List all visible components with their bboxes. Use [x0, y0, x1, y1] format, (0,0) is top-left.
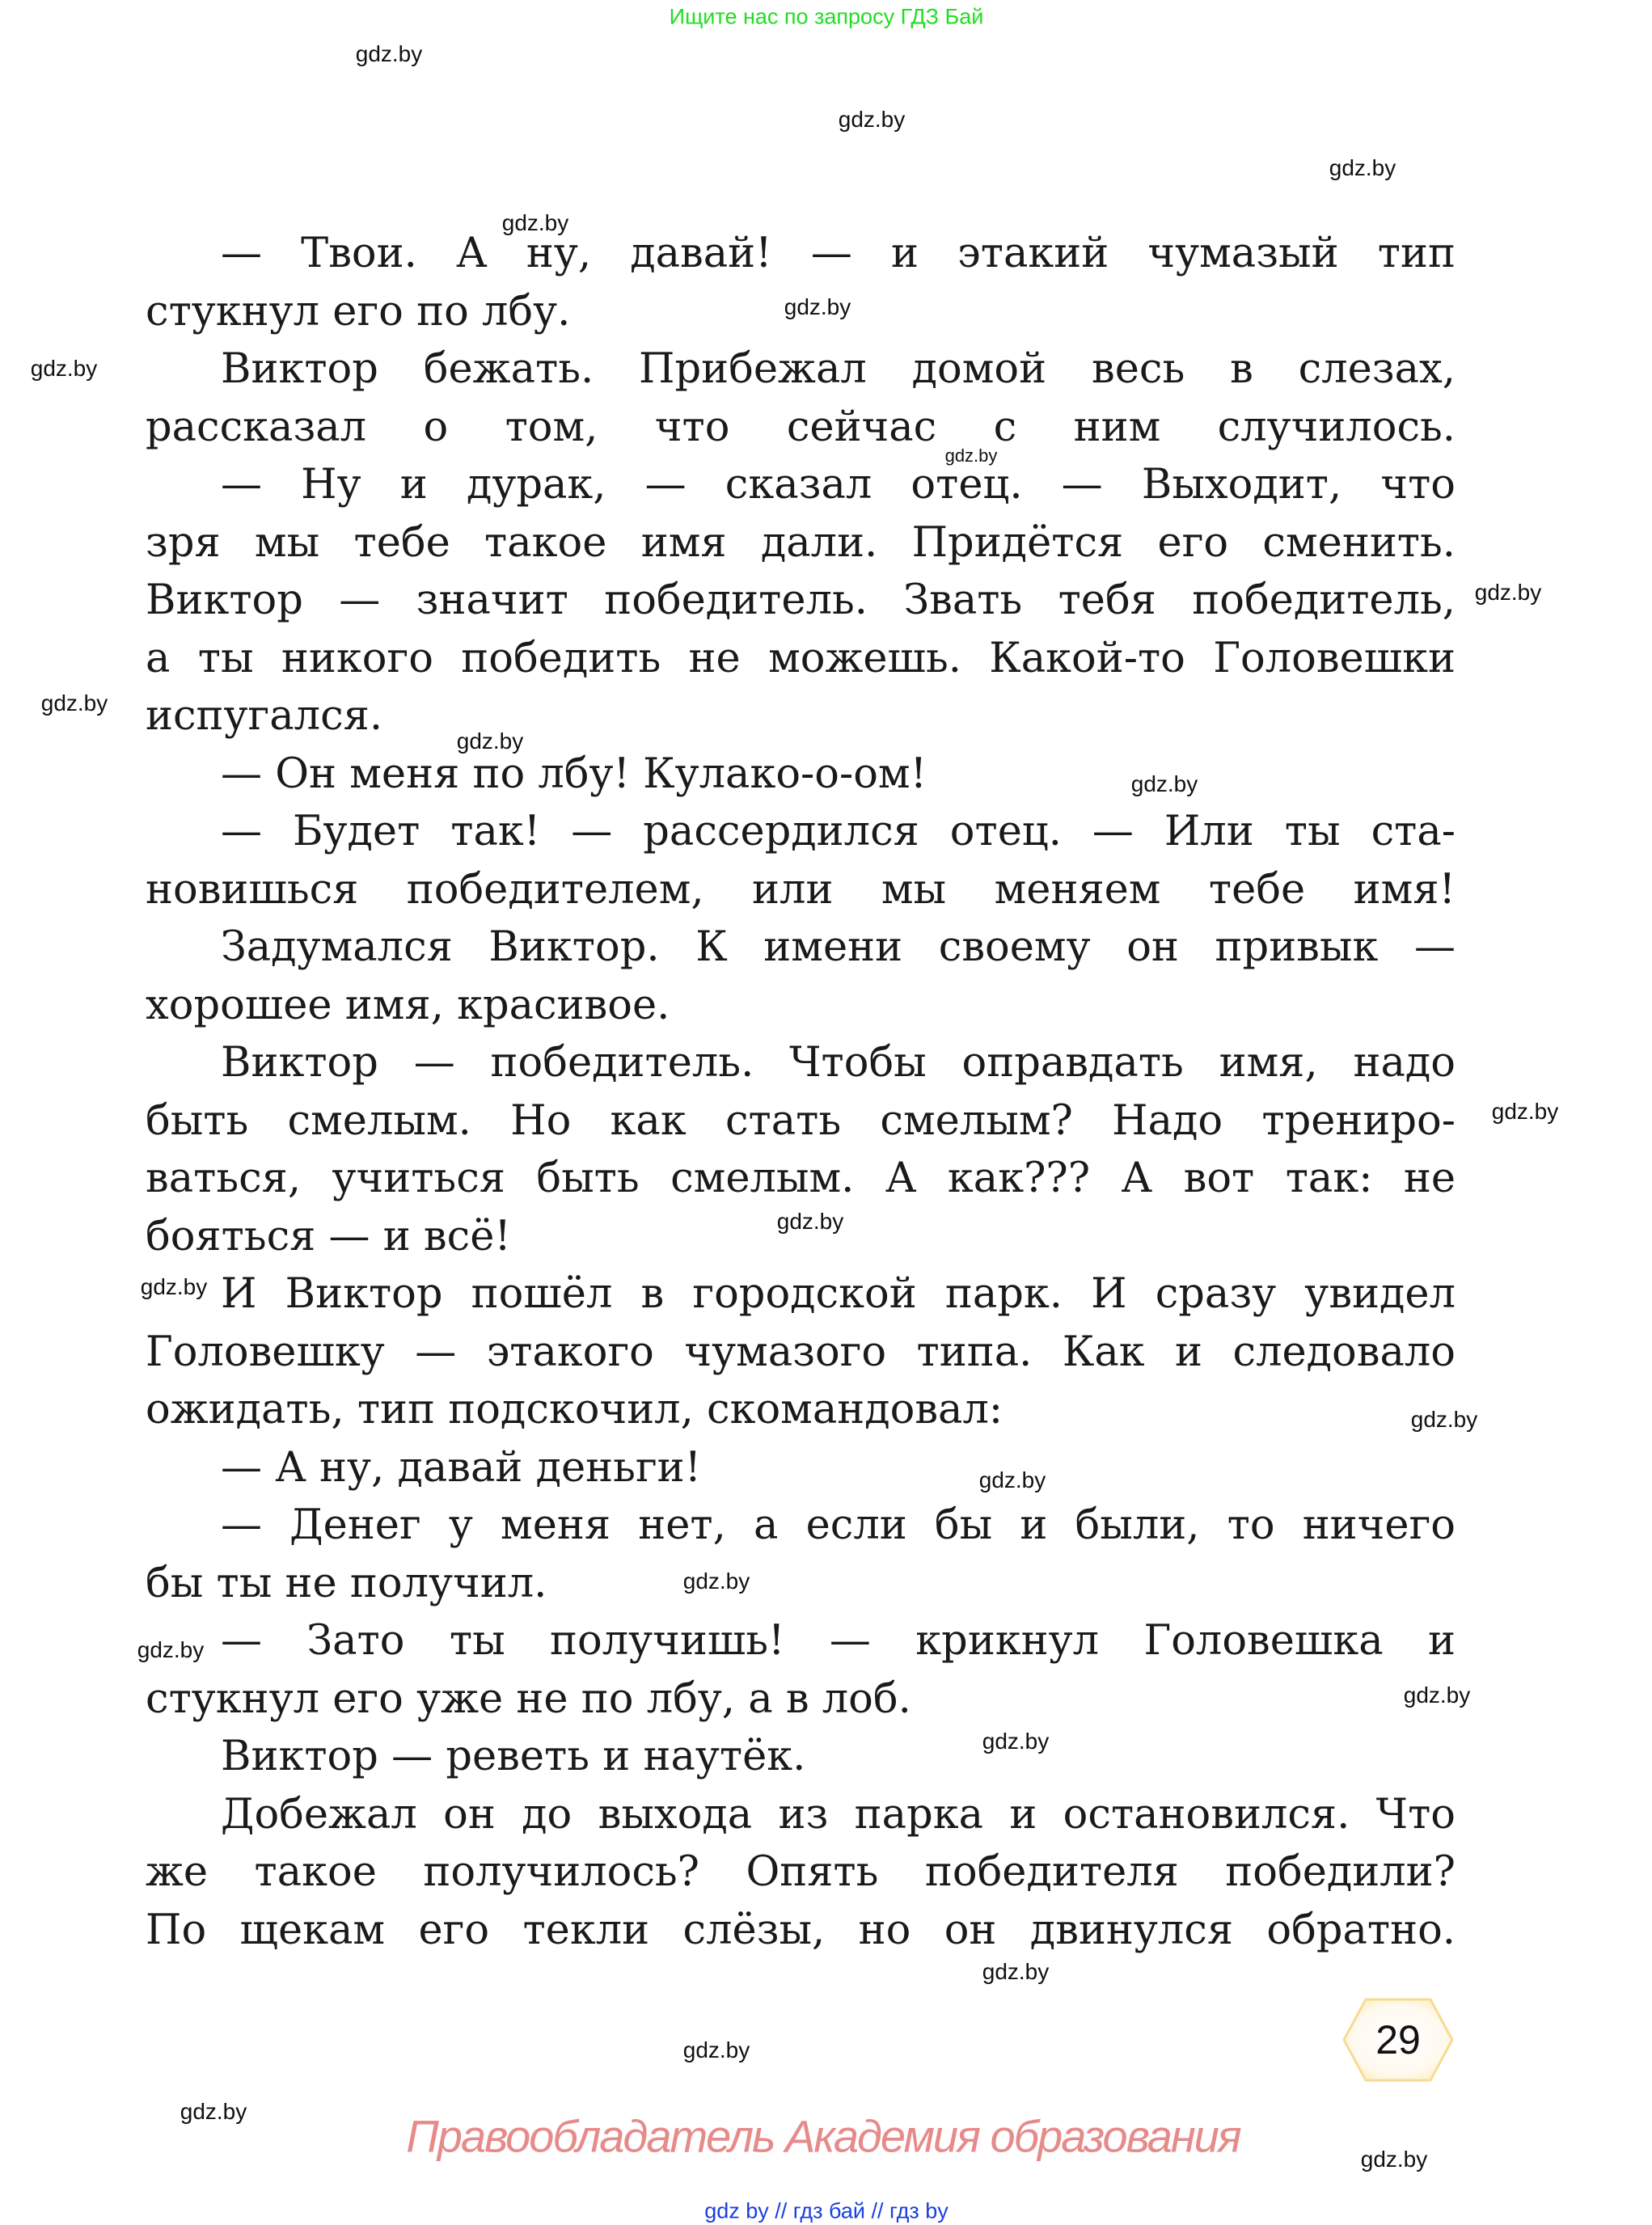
text-line: Задумался Виктор. К имени своему он привык — [221, 923, 1456, 971]
text-line: быть смелым. Но как стать смелым? Надо трениро- [146, 1096, 1456, 1145]
text-line: ваться, учиться быть смелым. А как??? А вот так: не [146, 1155, 1456, 1202]
text-line: испугался. [146, 692, 383, 740]
watermark: gdz.by [838, 107, 906, 132]
text-line: стукнул его по лбу. [146, 287, 571, 336]
text-line: По щекам его текли слёзы, но он двинулся обратно. [146, 1906, 1456, 1954]
text-line: новишься победителем, или мы меняем тебе имя! [146, 865, 1456, 914]
text-line: — Твои. А ну, давай! — и этакий чумазый тип [221, 230, 1456, 277]
watermark: gdz.by [1360, 2147, 1428, 2172]
page-number: 29 [1375, 2017, 1421, 2062]
text-line: бояться — и всё! [146, 1212, 511, 1260]
watermark: gdz.by [137, 1637, 205, 1662]
text-line: ожидать, тип подскочил, скомандовал: [146, 1386, 1003, 1433]
story-text [146, 225, 1456, 1959]
watermark: gdz.by [682, 1568, 750, 1594]
text-line: — Ну и дурак, — сказал отец. — Выходит, что [221, 461, 1456, 509]
watermark: gdz.by [1403, 1682, 1471, 1708]
text-line: а ты никого победить не можешь. Какой-то Головешки [146, 634, 1456, 682]
copyright-notice: Правообладатель Академия образования [406, 2110, 1240, 2162]
page-number-badge [1341, 1997, 1455, 2083]
watermark: gdz.by [776, 1209, 844, 1234]
watermark: gdz.by [40, 690, 108, 716]
watermark: gdz.by [978, 1467, 1046, 1492]
text-line: — Зато ты получишь! — крикнул Головешка и [221, 1617, 1456, 1665]
watermark: gdz.by [1491, 1099, 1559, 1124]
text-line: — А ну, давай деньги! [221, 1443, 702, 1492]
watermark: gdz.by [1410, 1407, 1478, 1432]
watermark: gdz.by [140, 1274, 208, 1299]
text-line: Добежал он до выхода из парка и остановился. Что [221, 1790, 1456, 1839]
text-line: — Денег у меня нет, а если бы и были, то ничего [221, 1501, 1456, 1549]
text-line: же такое получилось? Опять победителя победили? [146, 1848, 1456, 1896]
text-line: зря мы тебе такое имя дали. Придётся его сменить. [146, 518, 1456, 567]
text-line: Виктор — реветь и наутёк. [221, 1733, 806, 1780]
watermark: gdz.by [784, 294, 851, 319]
watermark: gdz.by [982, 1959, 1050, 1984]
watermark: gdz.by [682, 2037, 750, 2062]
footer-links[interactable]: gdz by // гдз бай // гдз by [704, 2198, 949, 2223]
text-line: Виктор — значит победитель. Звать тебя победитель, [146, 576, 1456, 624]
text-line: хорошее имя, красивое. [146, 981, 670, 1029]
text-line: Виктор — победитель. Чтобы оправдать имя, надо [221, 1039, 1456, 1087]
watermark: gdz.by [1130, 771, 1198, 796]
watermark: gdz.by [1329, 155, 1396, 180]
text-line: — Он меня по лбу! Кулако-о-ом! [221, 749, 927, 798]
watermark: gdz.by [982, 1729, 1050, 1754]
watermark: gdz.by [1474, 580, 1542, 605]
text-line: стукнул его уже не по лбу, а в лоб. [146, 1674, 911, 1723]
watermark: gdz.by [501, 210, 569, 235]
watermark: gdz.by [30, 356, 98, 381]
watermark: gdz.by [944, 445, 998, 466]
text-line: бы ты не получил. [146, 1559, 547, 1607]
top-banner: Ищите нас по запросу ГДЗ Бай [669, 4, 984, 29]
text-line: Виктор бежать. Прибежал домой весь в слезах, [221, 345, 1456, 393]
text-line: — Будет так! — рассердился отец. — Или ты ста- [221, 808, 1456, 855]
text-line: Головешку — этакого чумазого типа. Как и следовало [146, 1328, 1456, 1376]
watermark: gdz.by [180, 2099, 247, 2124]
text-line: рассказал о том, что сейчас с ним случилось. [146, 403, 1456, 451]
text-line: И Виктор пошёл в городской парк. И сразу увидел [221, 1270, 1456, 1318]
watermark: gdz.by [355, 41, 423, 66]
watermark: gdz.by [456, 728, 524, 754]
